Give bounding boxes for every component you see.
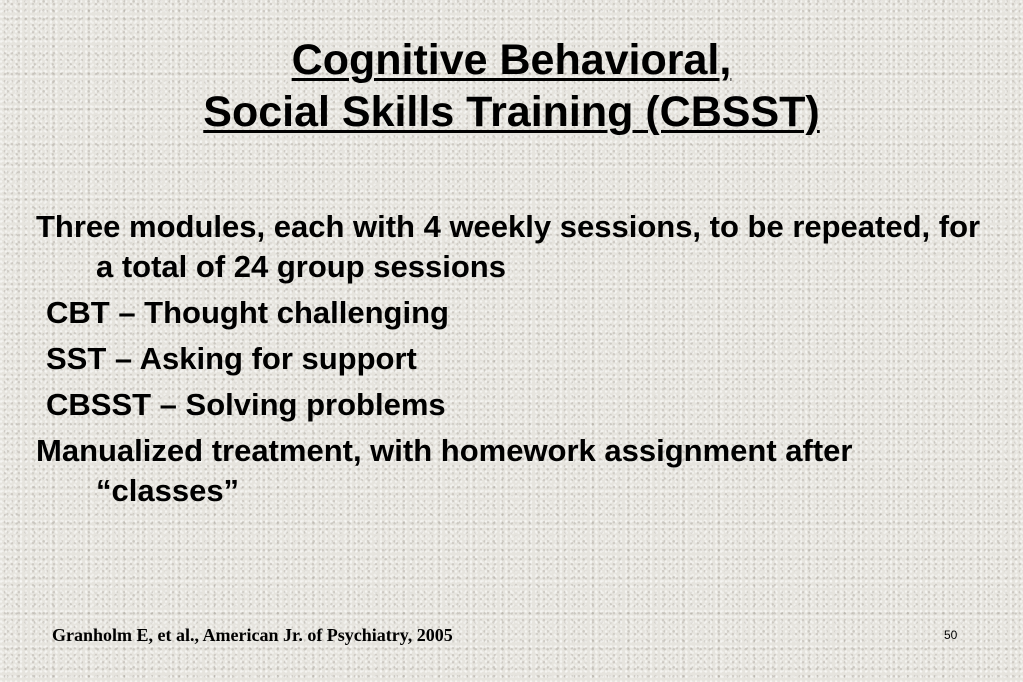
bullet-manualized: Manualized treatment, with homework assignment after “classes”: [36, 433, 853, 508]
bullet-modules: Three modules, each with 4 weekly sessions, to be repeated, for a total of 24 group sessions: [36, 209, 981, 284]
slide-title: [0, 34, 1023, 138]
bullet-list: [36, 207, 986, 517]
bullet-cbt: CBT – Thought challenging: [46, 295, 449, 330]
slide-number: 50: [944, 628, 958, 642]
citation: Granholm E, et al., American Jr. of Psychiatry, 2005: [52, 625, 453, 645]
title-line-1: Cognitive Behavioral,: [291, 36, 732, 84]
title-line-2: Social Skills Training (CBSST): [203, 88, 820, 136]
bullet-sst: SST – Asking for support: [46, 341, 417, 376]
bullet-cbsst: CBSST – Solving problems: [46, 387, 446, 422]
